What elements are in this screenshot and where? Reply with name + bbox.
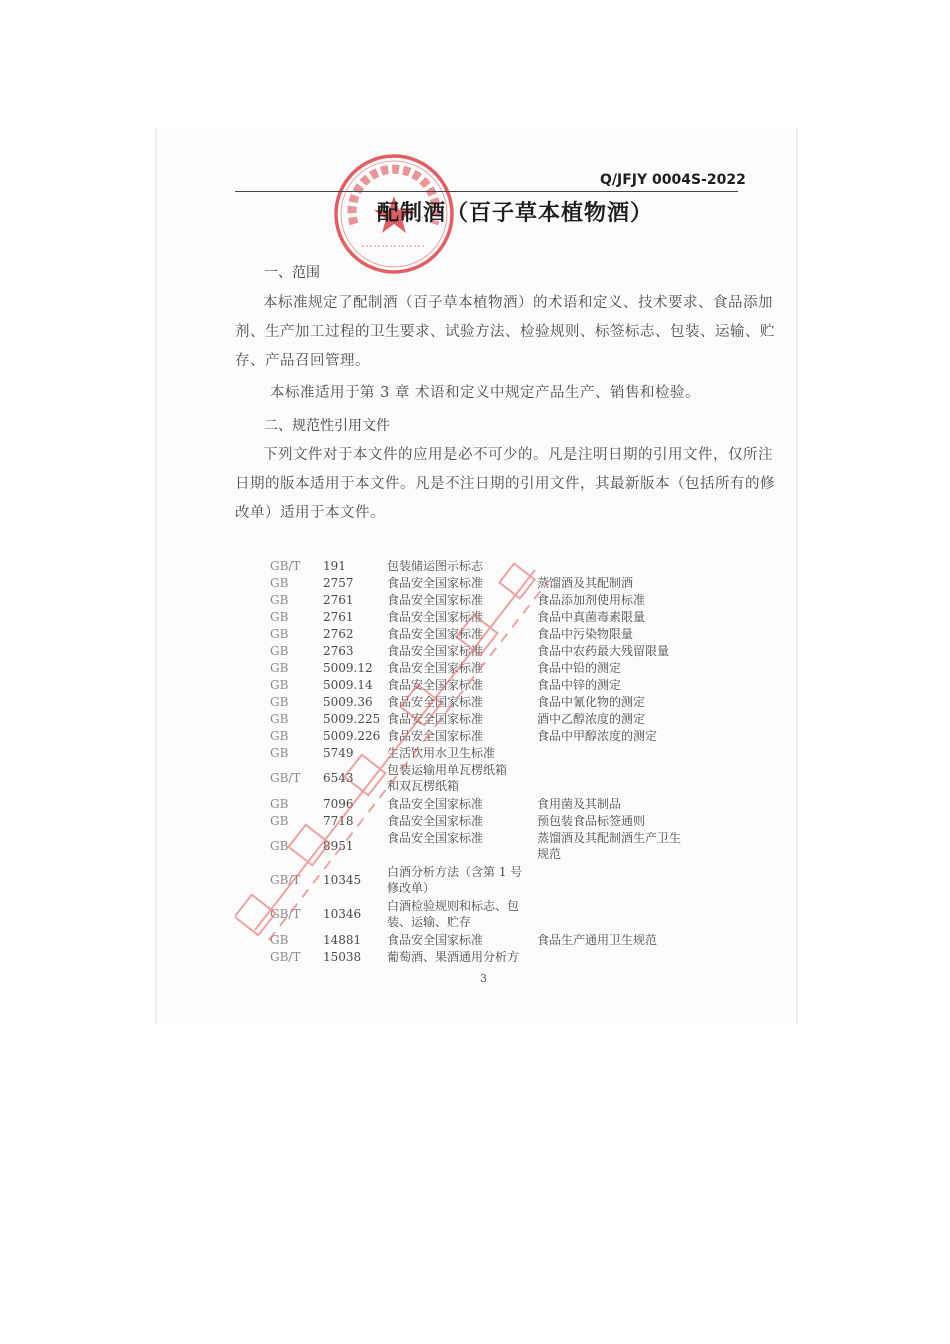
reference-title: 蒸馏酒及其配制酒生产卫生 规范 [537,831,682,861]
reference-name: 葡萄酒、果酒通用分析方 [387,950,520,964]
reference-type: GB/T [270,771,301,785]
reference-number: 5009.36 [323,695,373,709]
reference-number: 2763 [323,644,354,658]
reference-number: 2757 [323,576,354,590]
reference-name: 包装运输用单瓦楞纸箱 和双瓦楞纸箱 [387,763,508,793]
reference-number: 8951 [323,839,354,853]
reference-type: GB/T [270,950,301,964]
reference-number: 15038 [323,950,362,964]
reference-title: 食品生产通用卫生规范 [537,933,658,947]
reference-number: 5009.14 [323,678,373,692]
reference-number: 7096 [323,797,354,811]
reference-number: 5009.226 [323,729,381,743]
reference-type: GB [270,746,289,760]
reference-type: GB [270,593,289,607]
reference-type: GB [270,627,289,641]
header-rule [235,191,738,192]
standard-code: Q/JFJY 0004S-2022 [600,172,746,188]
reference-type: GB [270,610,289,624]
references-heading: 二、规范性引用文件 [264,418,390,434]
reference-number: 2761 [323,593,354,607]
reference-type: GB [270,797,289,811]
reference-type: GB [270,729,289,743]
reference-name: 食品安全国家标准 [387,644,484,658]
reference-title: 蒸馏酒及其配制酒 [537,576,634,590]
reference-number: 191 [323,559,346,573]
reference-type: GB/T [270,907,301,921]
reference-type: GB/T [270,873,301,887]
reference-title: 食品中铅的测定 [537,661,622,675]
reference-title: 食品中污染物限量 [537,627,634,641]
reference-number: 2762 [323,627,354,641]
reference-type: GB [270,695,289,709]
reference-number: 5749 [323,746,354,760]
reference-type: GB [270,661,289,675]
reference-type: GB [270,678,289,692]
scope-paragraph-2: 本标准适用于第 3 章 术语和定义中规定产品生产、销售和检验。 [270,385,701,401]
reference-number: 14881 [323,933,362,947]
reference-name: 生活饮用水卫生标准 [387,746,496,760]
reference-type: GB [270,644,289,658]
reference-title: 食品添加剂使用标准 [537,593,646,607]
scope-heading: 一、范围 [264,265,320,281]
reference-name: 包装储运图示标志 [387,559,484,573]
reference-type: GB [270,814,289,828]
reference-title: 食用菌及其制品 [537,797,622,811]
reference-title: 食品中真菌毒素限量 [537,610,646,624]
reference-name: 食品安全国家标准 [387,933,484,947]
scan-edge-left [155,128,157,1024]
reference-number: 5009.12 [323,661,373,675]
reference-name: 食品安全国家标准 [387,729,484,743]
reference-name: 食品安全国家标准 [387,593,484,607]
reference-name: 食品安全国家标准 [387,814,484,828]
reference-title: 食品中氰化物的测定 [537,695,646,709]
references-paragraph: 下列文件对于本文件的应用是必不可少的。凡是注明日期的引用文件，仅所注日期的版本适用于本文件。凡是不注日期的引用文件，其最新版本（包括所有的修改单）适用于本文件。 [235,447,775,521]
reference-name: 白酒检验规则和标志、包 装、运输、贮存 [387,899,520,929]
reference-number: 10345 [323,873,362,887]
reference-number: 6543 [323,771,354,785]
reference-name: 食品安全国家标准 [387,797,484,811]
reference-title: 酒中乙醇浓度的测定 [537,712,646,726]
reference-type: GB [270,576,289,590]
reference-name: 白酒分析方法（含第 1 号 修改单） [387,865,523,895]
reference-type: GB/T [270,559,301,573]
reference-type: GB [270,712,289,726]
reference-number: 2761 [323,610,354,624]
document-title [0,196,950,227]
scan-edge-right [796,128,798,1024]
reference-name: 食品安全国家标准 [387,678,484,692]
reference-number: 10346 [323,907,362,921]
reference-number: 7718 [323,814,354,828]
reference-title: 食品中锌的测定 [537,678,622,692]
reference-title: 食品中甲醇浓度的测定 [537,729,658,743]
reference-title: 预包装食品标签通则 [537,814,646,828]
reference-name: 食品安全国家标准 [387,831,484,845]
scope-paragraph-1: 本标准规定了配制酒（百子草本植物酒）的术语和定义、技术要求、食品添加剂、生产加工过程的卫生要求、试验方法、检验规则、标签标志、包装、运输、贮存、产品召回管理。 [235,295,775,369]
reference-name: 食品安全国家标准 [387,712,484,726]
reference-name: 食品安全国家标准 [387,627,484,641]
reference-title: 食品中农药最大残留限量 [537,644,670,658]
reference-type: GB [270,933,289,947]
reference-name: 食品安全国家标准 [387,661,484,675]
reference-name: 食品安全国家标准 [387,695,484,709]
document-title-text: 配制酒（百子草本植物酒） [376,201,653,226]
reference-number: 5009.225 [323,712,381,726]
reference-name: 食品安全国家标准 [387,576,484,590]
reference-type: GB [270,839,289,853]
page-number: 3 [480,972,487,985]
reference-name: 食品安全国家标准 [387,610,484,624]
